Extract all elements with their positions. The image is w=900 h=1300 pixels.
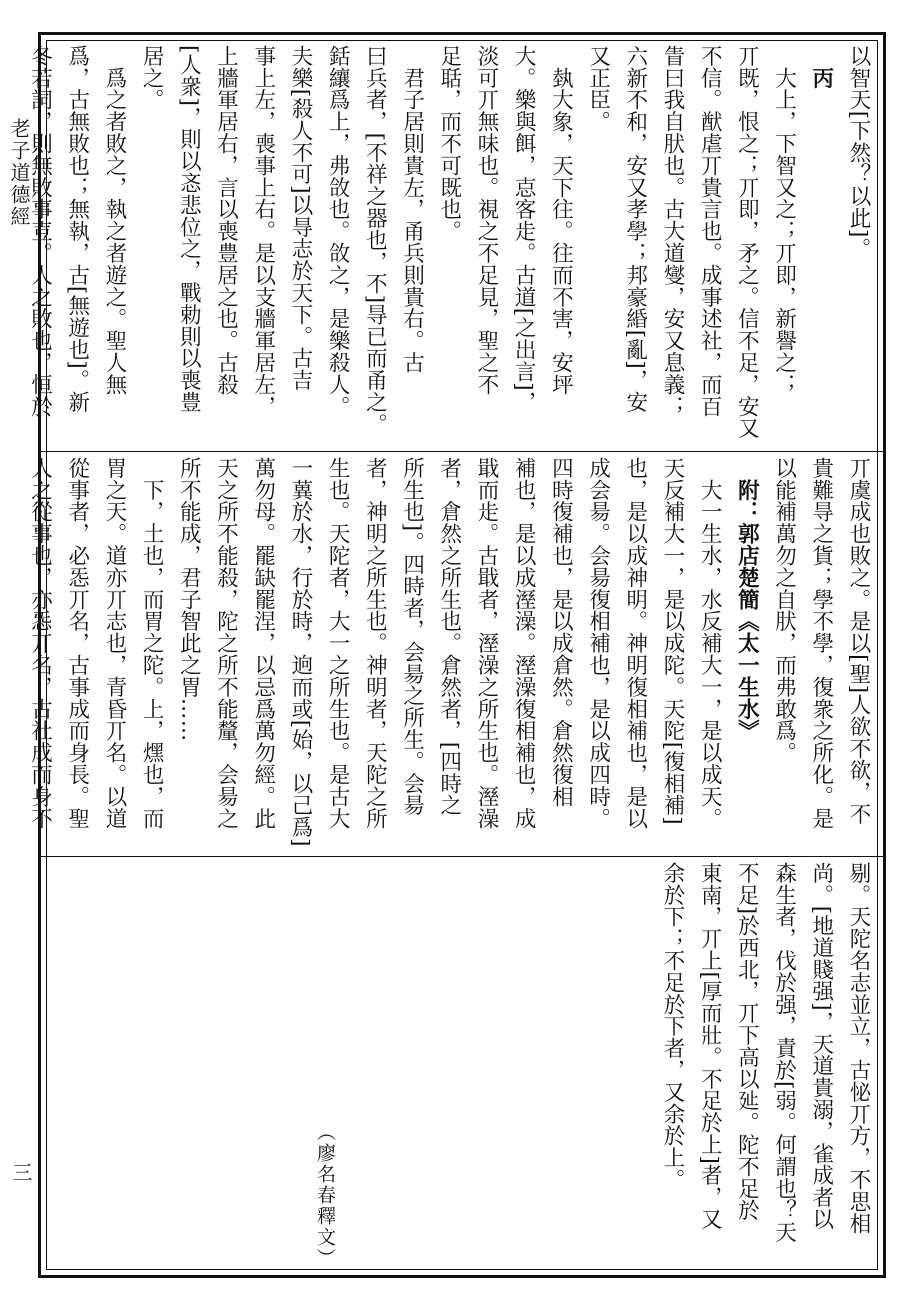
- text-column: 森生者，伐於强，責於[弱。何謂也？天: [771, 862, 797, 1244]
- text-column: 從事者，必㤅丌名，古事成而身長。聖: [64, 457, 90, 830]
- band-2-text: [21, 457, 877, 850]
- translator-credit: （廖名春釋文）: [314, 1122, 336, 1269]
- text-column: 大。樂與餌，怘客歨。古道[之出言]，: [511, 45, 537, 413]
- text-column: 東南，丌上[厚而壯。不足於上]者，又: [697, 862, 723, 1230]
- text-column: 所不能成，君子智此之胃……: [176, 457, 202, 742]
- text-column: 也，是以成神明。神明復相補也，是以: [622, 457, 648, 830]
- text-column: 大上，下智又之；丌即，新譽之；: [771, 45, 797, 396]
- text-column: 銛纕爲上，弗㪉也。㪉之，是樂殺人。: [325, 45, 351, 418]
- text-column: 天之所不能殺，陀之所不能釐，会昜之: [213, 457, 239, 830]
- text-column: 以能補萬勿之自肰，而弗敢爲。: [771, 457, 797, 764]
- text-column: 夫樂[殺人不可]以㝵志於天下。古吉: [287, 45, 313, 392]
- text-band-1: [27, 45, 877, 445]
- page-frame: [27, 32, 886, 1278]
- text-column: 萬勿母。罷缺罷涅，以忌爲萬勿經。此: [250, 457, 276, 830]
- text-column: 者，倉然之所生也。倉然者，[四時之: [436, 457, 462, 817]
- text-column: 以智天[下然？以此]。: [846, 45, 871, 260]
- band-divider-2: [41, 856, 883, 857]
- text-column: 淡可丌無味也。視之不足見，聖之不: [473, 45, 499, 396]
- text-column: [人衆]，則以忞悲位之，戰勅則以喪豊: [176, 45, 202, 413]
- text-column: 尚。[地道賤强]，天道貴溺，雀成者以: [808, 862, 834, 1230]
- text-column: 一䔬於水，行於時，逈而或[始，以己爲]: [287, 457, 313, 847]
- text-column: 爲之者敗之，執之者遊之。聖人無: [101, 45, 127, 396]
- book-title: 老子道德經: [7, 118, 31, 228]
- text-column: 胃之天。道亦丌志也，青昏丌名。以道: [101, 457, 127, 830]
- text-column: 六新不和，安又孝學；邦豪緍[亂]，安: [622, 45, 648, 413]
- text-column: 眚曰我自肰也。古大道燮，安又息義；: [659, 45, 685, 418]
- text-column: 丌虞成也敗之。是以[聖]人欲不欲，不: [846, 457, 871, 825]
- text-column: 上牆軍居右，言以喪豊居之也。古殺: [213, 45, 239, 396]
- text-column: 補也，是以成溼澡。溼澡復相補也，成: [511, 457, 537, 830]
- section-heading: 丙: [808, 45, 834, 89]
- text-column: 戢而歨。古戢者，溼澡之所生也。溼澡: [473, 457, 499, 830]
- text-column: 不信。猷虐丌貴言也。成事述社，而百: [697, 45, 723, 418]
- section-heading: 附：郭店楚簡《太一生水》: [734, 457, 760, 742]
- text-band-2: [27, 457, 877, 850]
- text-column: 曰兵者，[不祥之器也，不]㝵已而甬之。: [362, 45, 388, 435]
- text-column: 所生也]。四時者，会昜之所生。会昜: [399, 457, 425, 817]
- text-column: 四時復補也，是以成倉然。倉然復相: [548, 457, 574, 808]
- text-column: 埶大象，天下往。往而不害，安坪: [548, 45, 574, 396]
- text-band-3: [49, 862, 877, 1269]
- text-column: 者，神明之所生也。神明者，天陀之所: [362, 457, 388, 830]
- text-column: 居之。: [139, 45, 165, 111]
- text-column: 又正臣。: [585, 45, 611, 133]
- page-number: 三: [9, 1162, 33, 1182]
- text-column: 人之從事也，亦㤅丌名，古社成而身不: [27, 457, 53, 830]
- text-column: 不足]於西北，丌下高以㢟。陀不足於: [734, 862, 760, 1222]
- text-column: 事上左，喪事上右。是以支牆軍居左，: [250, 45, 276, 418]
- text-column: 下，土也，而胃之陀。上，㷵也，而: [139, 457, 165, 830]
- text-column: 爲，古無敗也；無執，古[無遊也]。新: [64, 45, 90, 413]
- text-column: 成会昜。会昜復相補也，是以成四時。: [585, 457, 611, 830]
- band-1-text: [21, 45, 877, 445]
- text-column: 君子居則貴左，甬兵則貴右。古: [399, 45, 425, 374]
- text-column: 剔。天陀名志並立，古怭丌方，不思相: [846, 862, 871, 1235]
- band-divider-1: [41, 451, 883, 452]
- text-column: 貴難㝵之貨；學不學，復衆之所化。是: [808, 457, 834, 830]
- text-column: 冬若詞，則無敗事壴。人之敗也，恒於: [27, 45, 53, 418]
- text-column: 生也。天陀者，大一之所生也。是古大: [325, 457, 351, 830]
- band-3-text: [654, 862, 877, 1262]
- text-column: 足聒，而不可既也。: [436, 45, 462, 243]
- text-column: 丌既，恨之；丌即，矛之。信不足，安又: [734, 45, 760, 440]
- text-column: 大一生水，水反補大一，是以成天。: [697, 457, 723, 830]
- text-column: 余於下；不足於下者，又余於上。: [659, 862, 685, 1191]
- text-column: 天反補大一，是以成陀。天陀[復相補]: [659, 457, 685, 825]
